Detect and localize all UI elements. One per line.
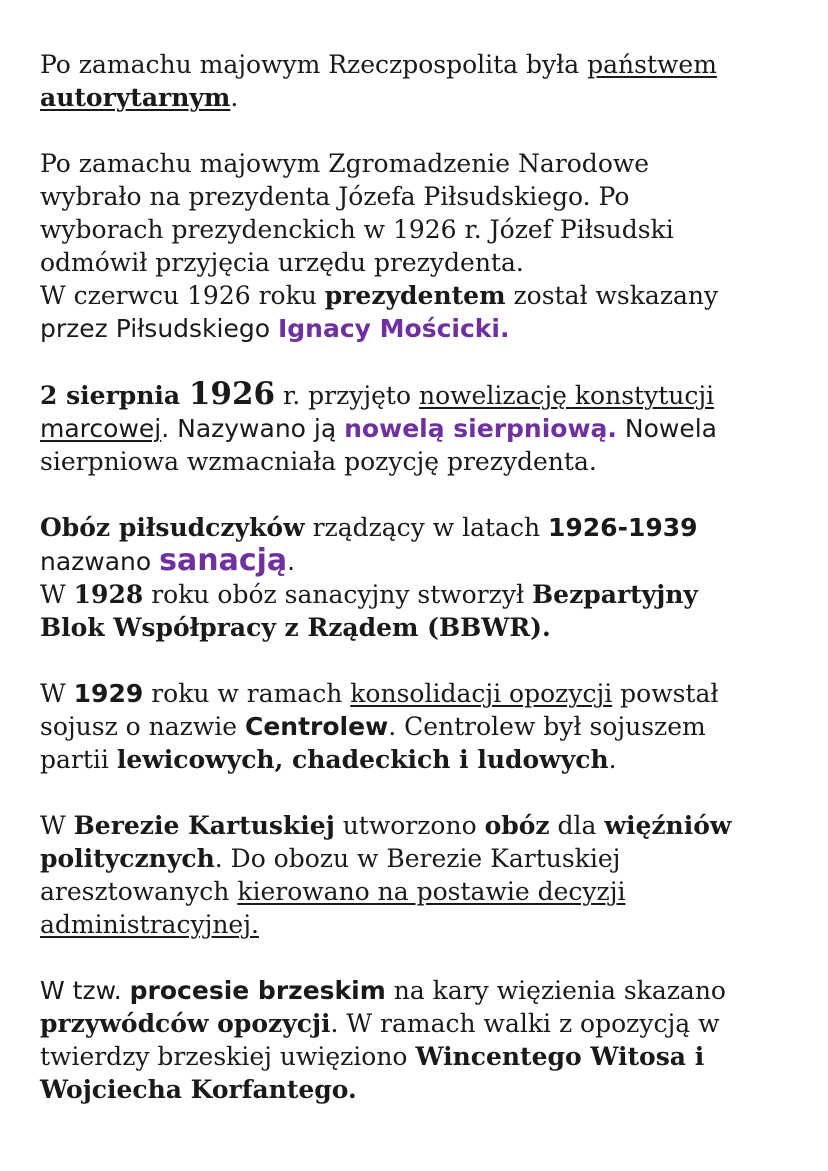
bold-term: obóz (484, 811, 550, 840)
paragraph-sanation (40, 511, 800, 644)
bold-term: Obóz piłsudczyków (40, 513, 305, 542)
text-line (40, 710, 800, 743)
underlined-term: nowelizację konstytucji (418, 381, 715, 410)
text-line (40, 412, 800, 445)
paragraph-authoritarian (40, 48, 800, 114)
underlined-term: marcowej (40, 414, 162, 443)
text-line: odmówił przyjęcia urzędu prezydenta. (40, 248, 524, 277)
bold-term: Centrolew (245, 712, 389, 741)
text-line: wyborach prezydenckich w 1926 r. Józef Piłsudski (40, 215, 674, 244)
bold-term: Berezie Kartuskiej (73, 811, 335, 840)
text-run: dla (549, 811, 605, 840)
bold-line: Wojciecha Korfantego. (40, 1075, 357, 1104)
text-run: został wskazany (505, 281, 719, 310)
text-run: partii (40, 745, 117, 774)
bold-term: prezydentem (324, 281, 506, 310)
text-line (40, 1040, 800, 1073)
text-line (40, 378, 800, 412)
document-page (40, 48, 800, 1139)
underlined-term: konsolidacji opozycji (350, 679, 613, 708)
text-line: Po zamachu majowym Zgromadzenie Narodowe (40, 149, 650, 178)
bold-term: politycznych (40, 844, 215, 873)
text-line (40, 511, 800, 544)
paragraph-brest-trial (40, 974, 800, 1106)
text-run: . (287, 547, 296, 576)
bold-year: 1926 (188, 376, 276, 412)
text-run: sojusz o nazwie (40, 712, 245, 741)
bold-year: 1928 (73, 580, 144, 609)
text-run: Nowela (616, 414, 717, 443)
text-run: na kary więzienia skazano (385, 976, 726, 1005)
text-run: W czerwcu 1926 roku (40, 281, 325, 310)
text-run: utworzono (334, 811, 485, 840)
text-line (40, 81, 800, 114)
paragraph-centrolew (40, 677, 800, 776)
highlighted-term: nowelą sierpniową. (344, 414, 617, 443)
text-run: . (608, 745, 617, 774)
text-line (40, 974, 800, 1007)
text-run: Po zamachu majowym Rzeczpospolita była (40, 50, 588, 79)
text-run: twierdzy brzeskiej uwięziono (40, 1042, 416, 1071)
text-run: . Nazywano ją (161, 414, 345, 443)
text-run: W (40, 580, 74, 609)
text-line: wybrało na prezydenta Józefa Piłsudskiego. Po (40, 182, 630, 211)
text-run: W (40, 679, 74, 708)
text-line (40, 677, 800, 710)
text-line (40, 842, 800, 875)
bold-term: więźniów (604, 811, 732, 840)
highlighted-name: Ignacy Mościcki. (277, 314, 510, 343)
text-run: . W ramach walki z opozycją w (330, 1009, 720, 1038)
text-line (40, 48, 800, 81)
underlined-term: kierowano na postawie decyzji (237, 877, 626, 906)
text-run: roku w ramach (143, 679, 351, 708)
text-run: . Do obozu w Berezie Kartuskiej (214, 844, 621, 873)
text-run: . (230, 83, 239, 112)
text-run: . Centrolew był sojuszem (388, 712, 706, 741)
text-run: W (40, 811, 74, 840)
highlighted-term: sanacją (159, 543, 288, 578)
bold-term: 2 sierpnia (40, 381, 189, 410)
text-run: r. przyjęto (275, 381, 419, 410)
bold-underlined-term: autorytarnym (40, 83, 231, 112)
bold-term: przywódców opozycji (40, 1009, 331, 1038)
text-line (40, 809, 800, 842)
underlined-term: państwem (587, 50, 717, 79)
paragraph-bereza (40, 809, 800, 941)
bold-term: lewicowych, chadeckich i ludowych (116, 745, 609, 774)
text-line (40, 743, 800, 776)
underlined-line: administracyjnej. (40, 910, 259, 939)
bold-years: 1926-1939 (548, 513, 698, 542)
paragraph-amendment (40, 378, 800, 478)
text-run: W tzw. (40, 976, 130, 1005)
text-line (40, 578, 800, 611)
text-run: przez Piłsudskiego (40, 314, 278, 343)
text-line (40, 312, 800, 345)
bold-line: Blok Współpracy z Rządem (BBWR). (40, 613, 551, 642)
text-line (40, 875, 800, 908)
bold-term: procesie brzeskim (129, 976, 386, 1005)
text-line (40, 279, 800, 312)
text-run: nazwano (40, 547, 160, 576)
text-line (40, 544, 800, 578)
text-run: powstał (612, 679, 719, 708)
text-line (40, 1007, 800, 1040)
bold-term: Bezpartyjny (532, 580, 698, 609)
bold-term: Wincentego Witosa i (415, 1042, 705, 1071)
text-run: rządzący w latach (304, 513, 548, 542)
text-run: roku obóz sanacyjny stworzył (143, 580, 533, 609)
text-line: sierpniowa wzmacniała pozycję prezydenta. (40, 447, 597, 476)
paragraph-presidency (40, 147, 800, 345)
bold-year: 1929 (73, 679, 144, 708)
text-run: aresztowanych (40, 877, 238, 906)
